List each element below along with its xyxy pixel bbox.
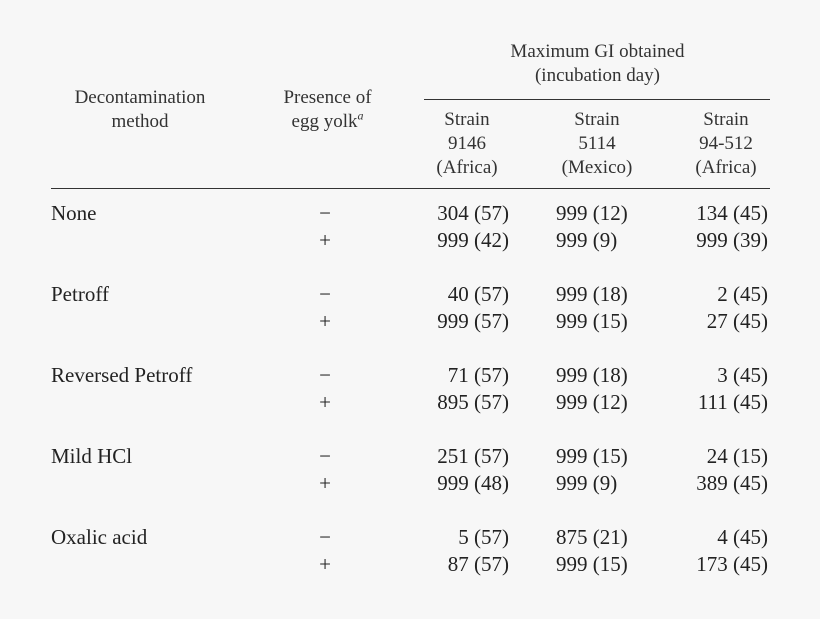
cell-strain-94-512: 24 (15) (706, 444, 768, 468)
cell-strain-5114: 999 (9) (556, 471, 618, 495)
yolk-minus: − (319, 363, 331, 387)
method-label-none: None (51, 201, 97, 225)
cell-strain-9146: 71 (57) (447, 363, 509, 387)
header-gi (440, 40, 755, 88)
header-strain-2-line3: (Mexico) (561, 157, 633, 178)
yolk-minus: − (319, 282, 331, 306)
header-strain-1-line2: 9146 (448, 133, 486, 154)
cell-strain-94-512: 999 (39) (696, 228, 768, 252)
yolk-minus: − (319, 201, 331, 225)
header-strain-2-line2: 5114 (578, 133, 616, 154)
header-method-line1: Decontamination (74, 87, 206, 108)
rule-header (51, 188, 770, 189)
cell-strain-94-512: 389 (45) (696, 471, 768, 495)
cell-strain-9146: 895 (57) (437, 390, 509, 414)
header-strain-94-512 (676, 108, 776, 180)
header-yolk-line2 (255, 110, 400, 134)
cell-strain-9146: 999 (42) (437, 228, 509, 252)
header-yolk-footnote: a (357, 108, 364, 123)
cell-strain-5114: 999 (9) (556, 228, 618, 252)
cell-strain-5114: 999 (15) (556, 309, 628, 333)
rule-gi (424, 99, 770, 100)
header-strain-5114 (547, 108, 647, 180)
header-strain-3-line1: Strain (703, 109, 749, 130)
cell-strain-5114: 999 (18) (556, 363, 628, 387)
header-strain-3-line2: 94-512 (699, 133, 753, 154)
method-label-oxalic-acid: Oxalic acid (51, 525, 148, 549)
cell-strain-5114: 999 (18) (556, 282, 628, 306)
method-label-petroff: Petroff (51, 282, 109, 306)
header-gi-line1: Maximum GI obtained (510, 41, 685, 62)
cell-strain-9146: 304 (57) (437, 201, 509, 225)
yolk-plus: + (319, 471, 331, 495)
yolk-plus: + (319, 228, 331, 252)
header-strain-3-line3: (Africa) (695, 157, 757, 178)
yolk-plus: + (319, 390, 331, 414)
cell-strain-5114: 999 (15) (556, 444, 628, 468)
cell-strain-9146: 5 (57) (458, 525, 509, 549)
header-strain-2-line1: Strain (574, 109, 620, 130)
cell-strain-5114: 875 (21) (556, 525, 628, 549)
cell-strain-9146: 40 (57) (447, 282, 509, 306)
cell-strain-94-512: 2 (45) (717, 282, 768, 306)
header-strain-9146 (417, 108, 517, 180)
cell-strain-94-512: 111 (45) (697, 390, 768, 414)
header-method (40, 86, 240, 134)
cell-strain-5114: 999 (12) (556, 201, 628, 225)
header-gi-line2: (incubation day) (534, 65, 661, 86)
cell-strain-9146: 999 (48) (437, 471, 509, 495)
cell-strain-5114: 999 (12) (556, 390, 628, 414)
cell-strain-5114: 999 (15) (556, 552, 628, 576)
header-strain-1-line3: (Africa) (436, 157, 498, 178)
cell-strain-94-512: 27 (45) (706, 309, 768, 333)
method-label-mild-hcl: Mild HCl (51, 444, 133, 468)
yolk-minus: − (319, 444, 331, 468)
header-method-line2: method (111, 111, 169, 132)
cell-strain-94-512: 173 (45) (696, 552, 768, 576)
method-label-reversed-petroff: Reversed Petroff (51, 363, 193, 387)
cell-strain-9146: 999 (57) (437, 309, 509, 333)
cell-strain-94-512: 134 (45) (696, 201, 768, 225)
header-strain-1-line1: Strain (444, 109, 490, 130)
yolk-plus: + (319, 309, 331, 333)
cell-strain-9146: 87 (57) (447, 552, 509, 576)
yolk-minus: − (319, 525, 331, 549)
cell-strain-9146: 251 (57) (437, 444, 509, 468)
header-yolk-text: egg yolk (291, 111, 358, 132)
cell-strain-94-512: 4 (45) (717, 525, 768, 549)
cell-strain-94-512: 3 (45) (717, 363, 768, 387)
header-yolk (255, 86, 400, 134)
header-yolk-line1: Presence of (283, 87, 372, 108)
yolk-plus: + (319, 552, 331, 576)
